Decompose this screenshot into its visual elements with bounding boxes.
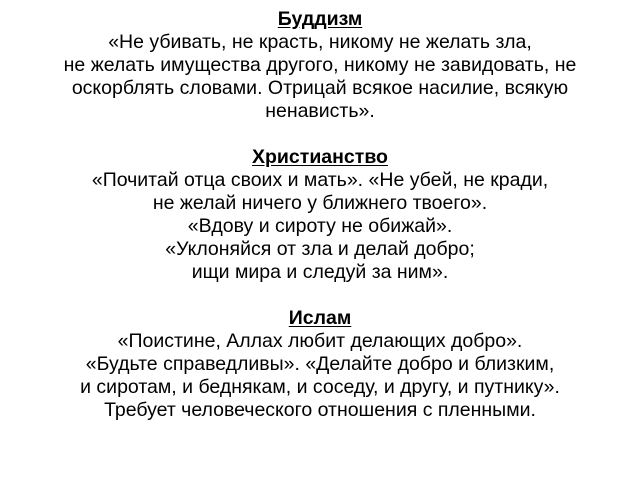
slide-content [0, 8, 640, 422]
text-line: «Почитай отца своих и мать». «Не убей, не кради, [91, 169, 549, 191]
section-christianity [0, 146, 640, 284]
section-buddhism [0, 8, 640, 123]
text-line: ищи мира и следуй за ним». [191, 261, 449, 283]
section-heading-buddhism: Буддизм [277, 8, 363, 30]
text-line: «Вдову и сироту не обижай». [187, 215, 453, 237]
text-line: «Поистине, Аллах любит делающих добро». [117, 330, 523, 352]
section-heading-christianity: Христианство [252, 146, 388, 168]
text-line: «Будьте справедливы». «Делайте добро и близким, [85, 353, 555, 375]
text-line: «Уклоняйся от зла и делай добро; [165, 238, 475, 260]
section-islam [0, 307, 640, 422]
text-line: оскорблять словами. Отрицай всякое насилие, всякую [71, 77, 569, 99]
text-line: и сиротам, и беднякам, и соседу, и другу, и путнику». [80, 376, 560, 398]
text-line: Требует человеческого отношения с пленными. [104, 399, 536, 421]
text-line: ненависть». [265, 100, 375, 122]
text-line: не желай ничего у ближнего твоего». [152, 192, 488, 214]
text-line: не желать имущества другого, никому не завидовать, не [63, 54, 577, 76]
section-heading-islam: Ислам [288, 307, 352, 329]
text-line: «Не убивать, не красть, никому не желать зла, [108, 31, 532, 53]
